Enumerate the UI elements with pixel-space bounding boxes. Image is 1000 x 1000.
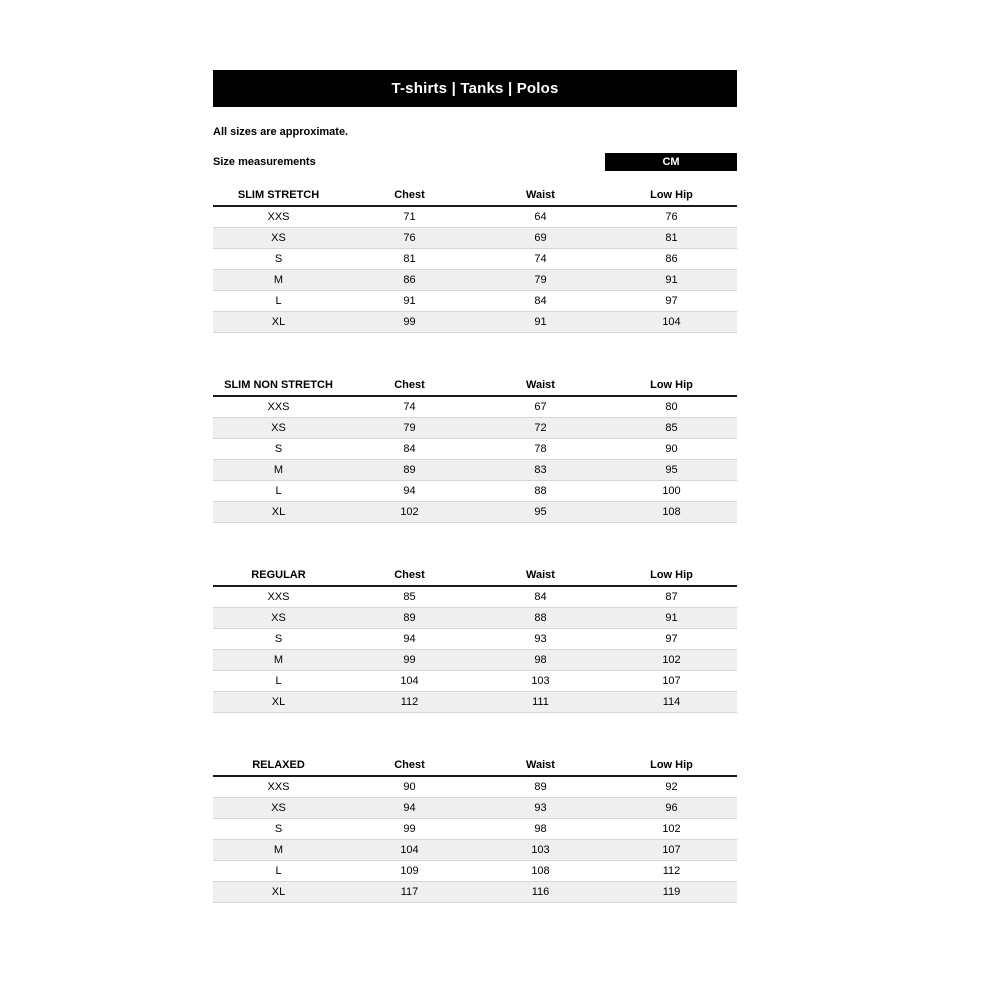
banner — [213, 70, 737, 107]
size-cell: L — [213, 671, 344, 692]
table-title: RELAXED — [213, 755, 344, 776]
table-row-xxs — [213, 396, 737, 418]
low-hip-cell: 97 — [606, 291, 737, 312]
waist-cell: 74 — [475, 249, 606, 270]
size-cell: XS — [213, 228, 344, 249]
table-row-m — [213, 270, 737, 291]
table-row-xl — [213, 312, 737, 333]
header-row — [213, 185, 737, 206]
table-row-s — [213, 819, 737, 840]
size-cell: XS — [213, 418, 344, 439]
low-hip-cell: 76 — [606, 206, 737, 228]
size-measurements-label: Size measurements — [213, 156, 316, 168]
size-cell: M — [213, 460, 344, 481]
waist-cell: 89 — [475, 776, 606, 798]
waist-cell: 103 — [475, 671, 606, 692]
table-row-s — [213, 439, 737, 460]
size-cell: L — [213, 861, 344, 882]
chest-cell: 112 — [344, 692, 475, 713]
table-row-l — [213, 481, 737, 502]
table-row-l — [213, 861, 737, 882]
waist-cell: 103 — [475, 840, 606, 861]
chest-cell: 76 — [344, 228, 475, 249]
chest-cell: 99 — [344, 650, 475, 671]
low-hip-cell: 102 — [606, 819, 737, 840]
size-cell: M — [213, 650, 344, 671]
low-hip-cell: 112 — [606, 861, 737, 882]
table-row-xxs — [213, 776, 737, 798]
chest-cell: 94 — [344, 798, 475, 819]
size-cell: XS — [213, 798, 344, 819]
waist-cell: 83 — [475, 460, 606, 481]
column-header-chest: Chest — [344, 375, 475, 396]
chest-cell: 104 — [344, 671, 475, 692]
chest-cell: 91 — [344, 291, 475, 312]
header-row — [213, 565, 737, 586]
waist-cell: 88 — [475, 608, 606, 629]
size-table-regular — [213, 565, 737, 713]
table-row-xs — [213, 418, 737, 439]
low-hip-cell: 87 — [606, 586, 737, 608]
low-hip-cell: 97 — [606, 629, 737, 650]
low-hip-cell: 81 — [606, 228, 737, 249]
size-cell: XXS — [213, 586, 344, 608]
waist-cell: 95 — [475, 502, 606, 523]
table-row-m — [213, 840, 737, 861]
size-cell: XXS — [213, 396, 344, 418]
chest-cell: 74 — [344, 396, 475, 418]
waist-cell: 111 — [475, 692, 606, 713]
chest-cell: 81 — [344, 249, 475, 270]
low-hip-cell: 90 — [606, 439, 737, 460]
waist-cell: 91 — [475, 312, 606, 333]
chest-cell: 104 — [344, 840, 475, 861]
table-title: SLIM STRETCH — [213, 185, 344, 206]
low-hip-cell: 102 — [606, 650, 737, 671]
size-cell: XL — [213, 312, 344, 333]
low-hip-cell: 92 — [606, 776, 737, 798]
size-cell: XL — [213, 692, 344, 713]
waist-cell: 98 — [475, 650, 606, 671]
table-title: REGULAR — [213, 565, 344, 586]
waist-cell: 98 — [475, 819, 606, 840]
size-cell: M — [213, 270, 344, 291]
table-row-xs — [213, 228, 737, 249]
column-header-low-hip: Low Hip — [606, 185, 737, 206]
low-hip-cell: 104 — [606, 312, 737, 333]
size-cell: S — [213, 249, 344, 270]
size-cell: M — [213, 840, 344, 861]
waist-cell: 72 — [475, 418, 606, 439]
chest-cell: 90 — [344, 776, 475, 798]
column-header-waist: Waist — [475, 185, 606, 206]
waist-cell: 67 — [475, 396, 606, 418]
chest-cell: 109 — [344, 861, 475, 882]
chest-cell: 99 — [344, 312, 475, 333]
waist-cell: 78 — [475, 439, 606, 460]
size-table-slim-stretch — [213, 185, 737, 333]
table-row-xs — [213, 798, 737, 819]
header-row — [213, 375, 737, 396]
column-header-chest: Chest — [344, 185, 475, 206]
column-header-low-hip: Low Hip — [606, 375, 737, 396]
size-cell: S — [213, 629, 344, 650]
waist-cell: 93 — [475, 629, 606, 650]
table-row-xl — [213, 502, 737, 523]
waist-cell: 88 — [475, 481, 606, 502]
size-cell: S — [213, 439, 344, 460]
chest-cell: 89 — [344, 460, 475, 481]
chest-cell: 85 — [344, 586, 475, 608]
header-row — [213, 755, 737, 776]
low-hip-cell: 85 — [606, 418, 737, 439]
size-cell: XXS — [213, 206, 344, 228]
low-hip-cell: 91 — [606, 270, 737, 291]
chest-cell: 89 — [344, 608, 475, 629]
waist-cell: 84 — [475, 291, 606, 312]
low-hip-cell: 108 — [606, 502, 737, 523]
table-row-m — [213, 650, 737, 671]
low-hip-cell: 96 — [606, 798, 737, 819]
approximate-note: All sizes are approximate. — [213, 126, 349, 138]
chest-cell: 84 — [344, 439, 475, 460]
chest-cell: 102 — [344, 502, 475, 523]
table-row-xxs — [213, 586, 737, 608]
column-header-chest: Chest — [344, 755, 475, 776]
column-header-waist: Waist — [475, 375, 606, 396]
table-row-s — [213, 249, 737, 270]
waist-cell: 64 — [475, 206, 606, 228]
column-header-waist: Waist — [475, 565, 606, 586]
waist-cell: 84 — [475, 586, 606, 608]
waist-cell: 116 — [475, 882, 606, 903]
low-hip-cell: 114 — [606, 692, 737, 713]
table-row-l — [213, 671, 737, 692]
measurements-header-row — [213, 153, 737, 171]
size-cell: XL — [213, 502, 344, 523]
waist-cell: 108 — [475, 861, 606, 882]
low-hip-cell: 95 — [606, 460, 737, 481]
size-guide-page — [213, 70, 737, 945]
chest-cell: 99 — [344, 819, 475, 840]
low-hip-cell: 91 — [606, 608, 737, 629]
low-hip-cell: 80 — [606, 396, 737, 418]
size-cell: L — [213, 481, 344, 502]
column-header-low-hip: Low Hip — [606, 565, 737, 586]
chest-cell: 71 — [344, 206, 475, 228]
low-hip-cell: 107 — [606, 671, 737, 692]
chest-cell: 94 — [344, 629, 475, 650]
size-cell: XXS — [213, 776, 344, 798]
column-header-low-hip: Low Hip — [606, 755, 737, 776]
table-row-xl — [213, 692, 737, 713]
size-cell: XS — [213, 608, 344, 629]
size-table-relaxed — [213, 755, 737, 903]
table-title: SLIM NON STRETCH — [213, 375, 344, 396]
chest-cell: 117 — [344, 882, 475, 903]
low-hip-cell: 107 — [606, 840, 737, 861]
table-row-xs — [213, 608, 737, 629]
banner-title: T-shirts | Tanks | Polos — [391, 80, 559, 97]
table-row-xxs — [213, 206, 737, 228]
table-row-xl — [213, 882, 737, 903]
table-row-m — [213, 460, 737, 481]
column-header-chest: Chest — [344, 565, 475, 586]
table-row-l — [213, 291, 737, 312]
table-row-s — [213, 629, 737, 650]
size-table-slim-non-stretch — [213, 375, 737, 523]
column-header-waist: Waist — [475, 755, 606, 776]
waist-cell: 69 — [475, 228, 606, 249]
chest-cell: 86 — [344, 270, 475, 291]
low-hip-cell: 119 — [606, 882, 737, 903]
size-tables-container — [213, 185, 737, 903]
waist-cell: 79 — [475, 270, 606, 291]
low-hip-cell: 100 — [606, 481, 737, 502]
chest-cell: 94 — [344, 481, 475, 502]
chest-cell: 79 — [344, 418, 475, 439]
waist-cell: 93 — [475, 798, 606, 819]
unit-toggle-cm[interactable]: CM — [605, 153, 737, 171]
size-cell: L — [213, 291, 344, 312]
low-hip-cell: 86 — [606, 249, 737, 270]
size-cell: S — [213, 819, 344, 840]
size-cell: XL — [213, 882, 344, 903]
